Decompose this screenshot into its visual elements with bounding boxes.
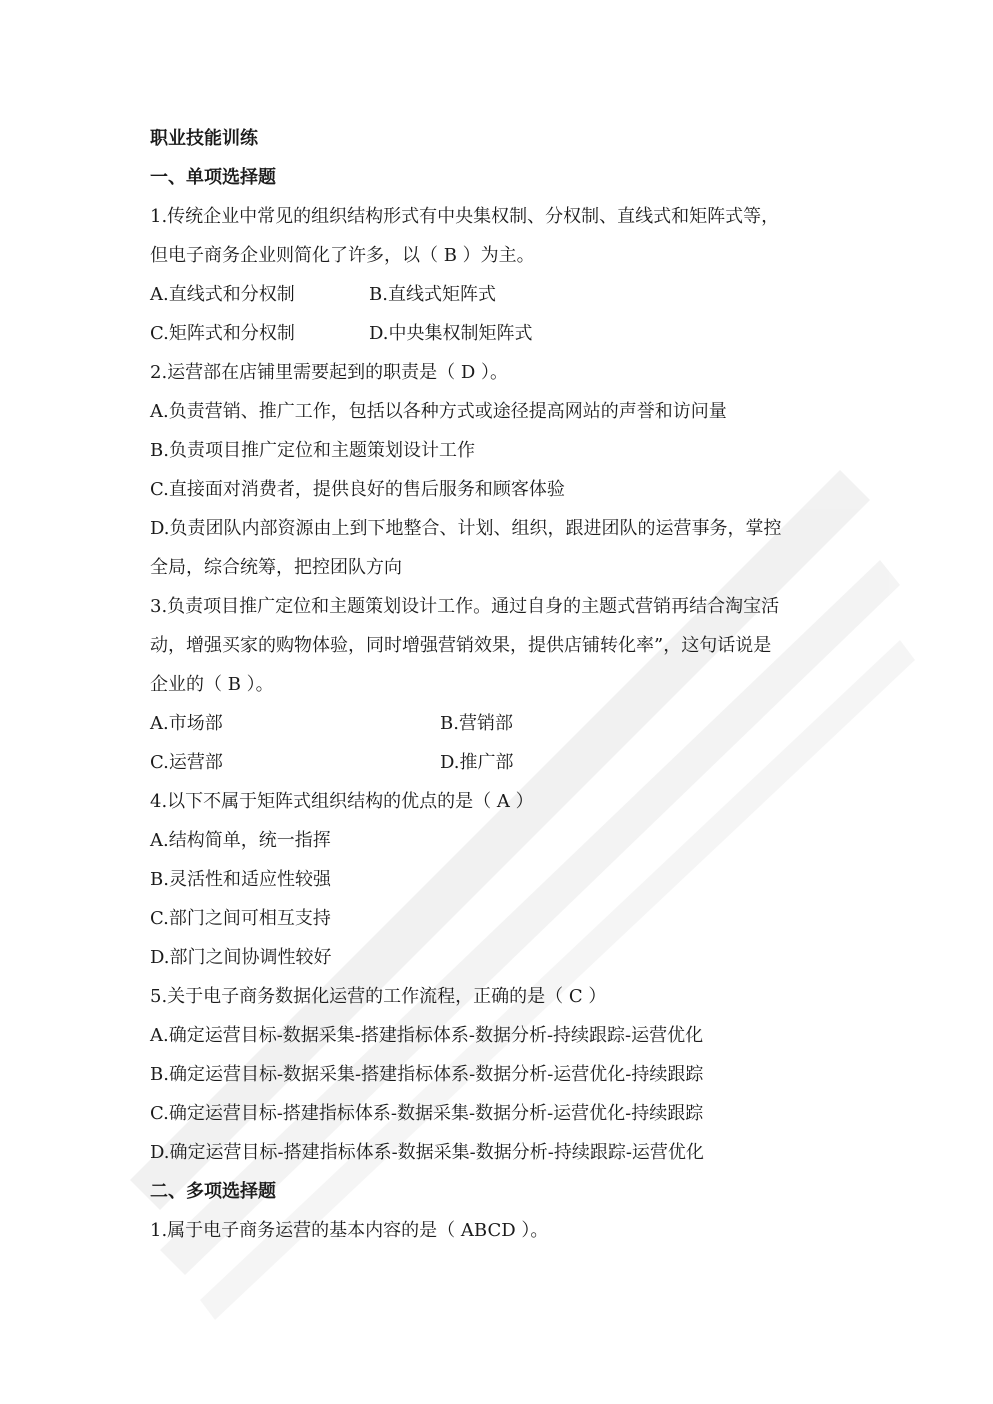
option: B.营销部 (440, 713, 513, 734)
option: B.直线式矩阵式 (369, 284, 496, 305)
option-row (150, 275, 850, 314)
question-stem: 但电子商务企业则简化了许多，以（ B ）为主。 (150, 245, 535, 266)
option: A.直线式和分权制 (150, 284, 295, 305)
option-row (150, 704, 850, 743)
question-stem: 3.负责项目推广定位和主题策划设计工作。通过自身的主题式营销再结合淘宝活 (150, 596, 780, 617)
option: D.中央集权制矩阵式 (369, 323, 533, 344)
option-continued: 全局，综合统筹，把控团队方向 (150, 557, 402, 578)
option: D.负责团队内部资源由上到下地整合、计划、组织，跟进团队的运营事务，掌控 (150, 518, 782, 539)
option: D.确定运营目标-搭建指标体系-数据采集-数据分析-持续跟踪-运营优化 (150, 1142, 704, 1163)
question-stem: 企业的（ B ）。 (150, 674, 274, 695)
option: A.负责营销、推广工作，包括以各种方式或途径提高网站的声誉和访问量 (150, 401, 727, 422)
option-row (150, 314, 850, 353)
single-choice-heading: 一、单项选择题 (150, 167, 276, 188)
option: C.矩阵式和分权制 (150, 323, 295, 344)
option: C.运营部 (150, 752, 223, 773)
option: B.负责项目推广定位和主题策划设计工作 (150, 440, 475, 461)
document-body (150, 119, 850, 1250)
option: D.部门之间协调性较好 (150, 947, 332, 968)
option: C.部门之间可相互支持 (150, 908, 331, 929)
question-stem: 动，增强买家的购物体验，同时增强营销效果，提供店铺转化率”，这句话说是 (150, 635, 772, 656)
option: B.灵活性和适应性较强 (150, 869, 331, 890)
question-stem: 1.属于电子商务运营的基本内容的是（ ABCD ）。 (150, 1220, 549, 1241)
option: B.确定运营目标-数据采集-搭建指标体系-数据分析-运营优化-持续跟踪 (150, 1064, 704, 1085)
option: A.结构简单，统一指挥 (150, 830, 331, 851)
option: C.直接面对消费者，提供良好的售后服务和顾客体验 (150, 479, 565, 500)
question-stem: 5.关于电子商务数据化运营的工作流程，正确的是（ C ） (150, 986, 607, 1007)
option: C.确定运营目标-搭建指标体系-数据采集-数据分析-运营优化-持续跟踪 (150, 1103, 704, 1124)
question-stem: 1.传统企业中常见的组织结构形式有中央集权制、分权制、直线式和矩阵式等， (150, 206, 780, 227)
option-row (150, 743, 850, 782)
question-stem: 2.运营部在店铺里需要起到的职责是（ D ）。 (150, 362, 509, 383)
multiple-choice-heading: 二、多项选择题 (150, 1181, 276, 1202)
option: A.确定运营目标-数据采集-搭建指标体系-数据分析-持续跟踪-运营优化 (150, 1025, 704, 1046)
question-stem: 4.以下不属于矩阵式组织结构的优点的是（ A ） (150, 791, 534, 812)
section-title: 职业技能训练 (150, 128, 258, 149)
option: A.市场部 (150, 713, 223, 734)
option: D.推广部 (440, 752, 514, 773)
